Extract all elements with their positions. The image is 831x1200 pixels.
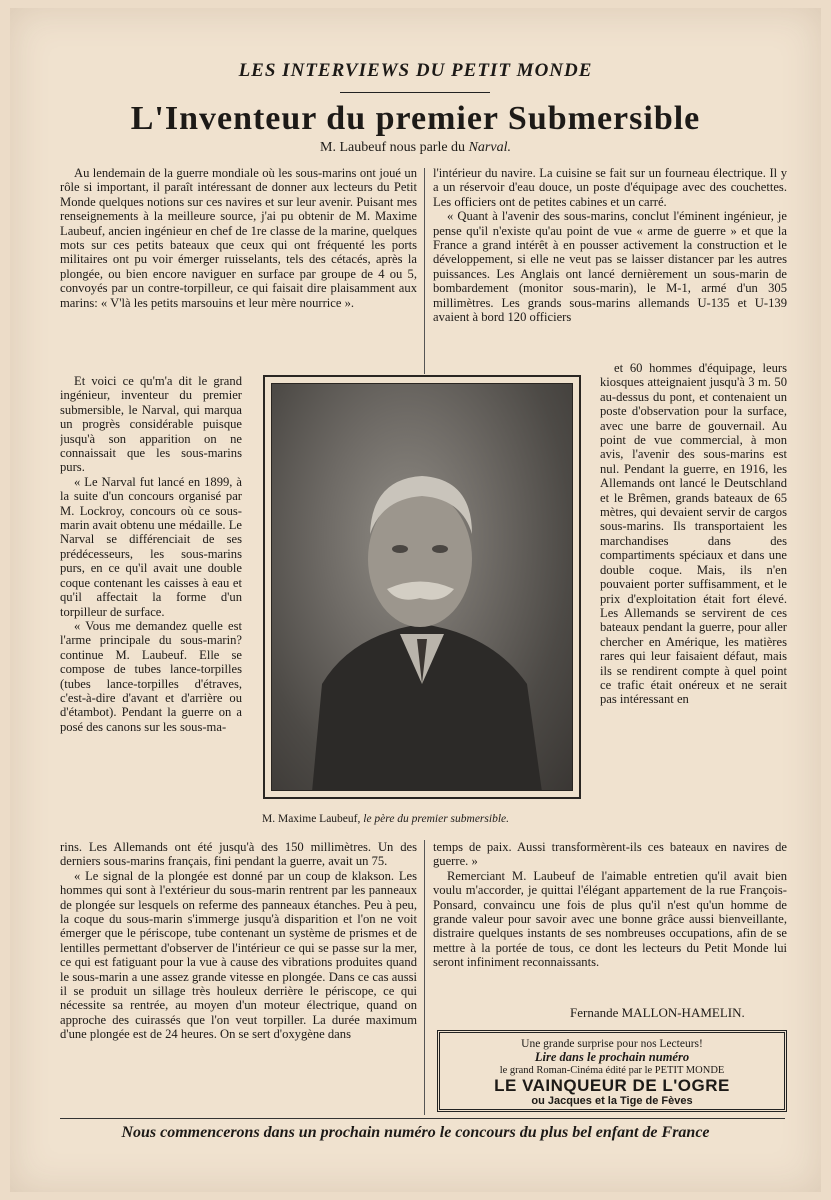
paragraph: et 60 hommes d'équipage, leurs kiosques atteignaient jusqu'à 3 m. 50 au-dessus du pont, et contenaient un poste d'observation pour la surface, avec une barre de gouvernail. Au point de vue commercial, à mon avis, l'avenir des sous-marins est nul. Pendant la guerre, en 1916, les Allemands ont lancé le Deutschland et le Brêmen, grands bateaux de 65 mètres, qui devaient servir de cargos sous-marins. Ils transportaient les marchandises dans des compartiments spéciaux et dans une double coque. Mais, ils n'en pouvaient porter suffisamment, et le prix d'exploitation était fort élevé. Les Allemands se servirent de ces bateaux pendant la guerre, pour aller chercher en Amérique, les matières rares qui leur faisaient défaut, mais ils se rendirent compte à quel point ce trafic était onéreux et ne serait pas intéressant en <box>600 361 787 707</box>
footer-rule <box>60 1118 785 1119</box>
announcement-line: ou Jacques et la Tige de Fèves <box>531 1095 693 1107</box>
column1-top <box>60 166 417 374</box>
paragraph: temps de paix. Aussi transformèrent-ils ces bateaux en navires de guerre. » <box>433 840 787 869</box>
kicker-rule <box>340 92 490 93</box>
paragraph: l'intérieur du navire. La cuisine se fait sur un fourneau électrique. Il y a un réservoir d'eau douce, un poste d'équipage avec des couchettes. Les officiers ont de petites cabines et un carré. <box>433 166 787 209</box>
paragraph: « Le Narval fut lancé en 1899, à la suite d'un concours organisé par M. Lockroy, concours où ce sous-marin avait obtenu une médaille. Le Narval se différenciait de ses prédécesseurs, les sous-marins purs, en ce qu'il avait une double coque contenant les caisses à eau et qu'il affectait la forme d'un torpilleur de surface. <box>60 474 242 619</box>
column1-narrow <box>60 374 242 838</box>
column-rule <box>424 168 425 374</box>
paragraph: « Le signal de la plongée est donné par un coup de klakson. Les hommes qui sont à l'extérieur du sous-marin rentrent par les panneaux de plongée sur lesquels on referme des panneaux étanches. Peu à peu, la coque du sous-marin s'immerge jusqu'à disparition et l'on ne voit émerger que le périscope, tube contenant un système de prismes et de lentilles permettant d'observer de l'intérieur ce qui se passe sur la mer, ce qui est fatiguant pour la vue à cause des vibrations produites quand le sous-marin a une assez grande vitesse en plongée. Dans ce cas aussi il se produit un sillage très houleux derrière le périscope, ce qui nécessite sa rentrée, au moyen d'un moteur électrique, quand on approche des cuirassés que l'on veut torpiller. La durée maximum d'une plongée est de 24 heures. On se sert d'oxygène dans <box>60 868 417 1042</box>
paragraph: « Vous me demandez quelle est l'arme principale du sous-marin? continue M. Laubeuf. Elle se compose de tubes lance-torpilles (tubes lance-torpilles d'étraves, c'est-à-dire d'avant et d'arrière ou d'étambot). Pendant la guerre on a posé des canons sur les sous-ma- <box>60 618 242 734</box>
caption-name: M. Maxime Laubeuf, <box>262 813 361 825</box>
column2-bottom <box>433 840 787 1006</box>
paragraph: Remerciant M. Laubeuf de l'aimable entretien qu'il avait bien voulu m'accorder, je quittai l'élégant appartement de la rue François-Ponsard, convaincu une fois de plus qu'il n'est qu'un homme de grande valeur pour savoir avec une bonne grâce aussi bienveillante, distraire quelques instants de ses nombreuses occupations, afin de se mettre à la portée de tous, ce dont les lecteurs du Petit Monde lui seront infiniment reconnaissants. <box>433 868 787 970</box>
paragraph: Et voici ce qu'm'a dit le grand ingénieur, inventeur du premier submersible, le Narval, qui marqua un progrès considérable puisque jusqu'à son apparition on ne connaissait que les sous-marins purs. <box>60 374 242 475</box>
column2-top <box>433 166 787 361</box>
column-rule <box>424 840 425 1115</box>
photo-caption <box>262 813 592 825</box>
column2-narrow <box>600 361 787 840</box>
portrait-figure-icon <box>272 384 573 791</box>
caption-description: le père du premier submersible. <box>363 813 509 825</box>
paragraph: rins. Les Allemands ont été jusqu'à des 150 millimètres. Un des derniers sous-marins français, fini pendant la guerre, avait un 75. <box>60 840 417 869</box>
portrait-image <box>271 383 573 791</box>
announcement-title: LE VAINQUEUR DE L'OGRE <box>494 1076 730 1095</box>
announcement-line: Une grande surprise pour nos Lecteurs! <box>521 1038 703 1050</box>
paragraph: Au lendemain de la guerre mondiale où les sous-marins ont joué un rôle si important, il paraît intéressant de donner aux lecteurs du Petit Monde quelques notions sur ces navires et sur leur avenir. Puisant mes renseignements à la meilleure source, j'ai pu obtenir de M. Maxime Laubeuf, ancien ingénieur en chef de 1re classe de la marine, quelques mots sur ces petits bateaux que ceux qui ont fréquenté les ports militaires ont pu voir émerger ruisselants, tels des cétacés, après la plongée, ou bien encore naviguer en surface par groupe de 4 ou 5, convoyés par un contre-torpilleur, ce qui faisait dire plaisamment aux marins: « V'là les petits marsouins et leur mère nourrice ». <box>60 166 417 310</box>
paragraph: « Quant à l'avenir des sous-marins, conclut l'éminent ingénieur, je pense qu'il n'existe qu'au point de vue « arme de guerre » et que la France a grand intérêt à en pousser activement la construction et le développement, si elle ne veut pas se laisser distancer par les autres puissances. Les Anglais ont lancé dernièrement un sous-marin de bombardement (monitor sous-marin), le M-1, armé d'un 305 millimètres. Les grands sous-marins allemands U-135 et U-139 avaient à bord 120 officiers <box>433 209 787 325</box>
column1-bottom <box>60 840 417 1115</box>
portrait-photo <box>263 375 581 799</box>
subtitle-name: Narval. <box>468 140 511 155</box>
article-subtitle <box>0 140 831 156</box>
announcement-line: Lire dans le prochain numéro <box>534 1050 690 1064</box>
footer-notice: Nous commencerons dans un prochain numéro le concours du plus bel enfant de France <box>121 1124 710 1141</box>
article-title: L'Inventeur du premier Submersible <box>130 100 701 137</box>
section-kicker: LES INTERVIEWS DU PETIT MONDE <box>238 60 593 81</box>
subtitle-prefix: M. Laubeuf nous parle du <box>320 140 466 155</box>
author-signature: Fernande MALLON-HAMELIN. <box>570 1005 745 1020</box>
announcement-line: le grand Roman-Cinéma édité par le PETIT MONDE <box>499 1065 725 1076</box>
announcement-box <box>437 1030 787 1112</box>
